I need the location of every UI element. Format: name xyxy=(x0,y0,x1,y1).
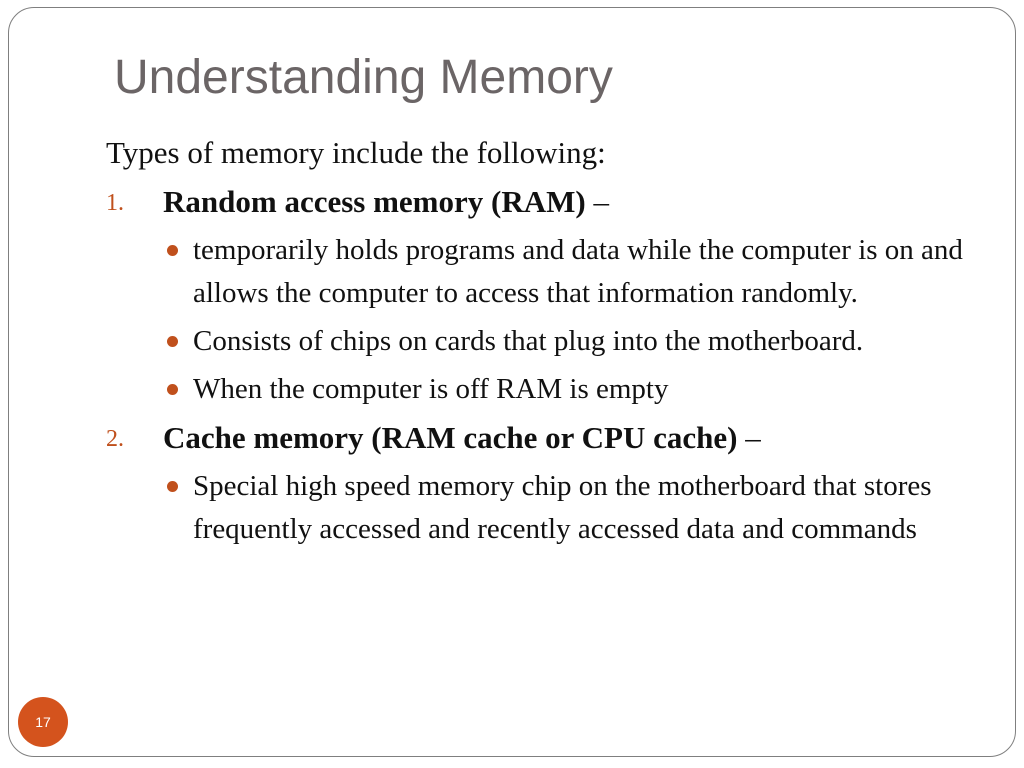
item-heading: Random access memory (RAM) xyxy=(163,184,586,219)
bullet-icon xyxy=(167,481,178,492)
slide-title: Understanding Memory xyxy=(114,51,613,104)
bullet-text: temporarily holds programs and data while the computer is on and allows the computer to access that information randomly. xyxy=(193,234,963,309)
slide-number-badge: 17 xyxy=(18,697,68,747)
list-number: 1. xyxy=(106,190,124,216)
list-item-ram xyxy=(106,180,986,224)
cache-bullet-list xyxy=(106,465,986,551)
bullet-item xyxy=(106,368,986,411)
item-dash: – xyxy=(585,184,609,219)
ram-bullet-list xyxy=(106,229,986,411)
bullet-icon xyxy=(167,384,178,395)
bullet-item xyxy=(106,320,986,363)
bullet-icon xyxy=(167,245,178,256)
bullet-item xyxy=(106,229,986,315)
list-number: 2. xyxy=(106,426,124,452)
list-item-cache xyxy=(106,416,986,460)
slide-content xyxy=(106,131,986,556)
bullet-icon xyxy=(167,336,178,347)
intro-text: Types of memory include the following: xyxy=(106,135,606,170)
item-dash: – xyxy=(737,420,761,455)
bullet-item xyxy=(106,465,986,551)
bullet-text: Special high speed memory chip on the motherboard that stores frequently accessed and recently accessed data and commands xyxy=(193,470,932,545)
bullet-text: When the computer is off RAM is empty xyxy=(193,373,669,405)
item-heading: Cache memory (RAM cache or CPU cache) xyxy=(163,420,738,455)
bullet-text: Consists of chips on cards that plug into the motherboard. xyxy=(193,325,864,357)
